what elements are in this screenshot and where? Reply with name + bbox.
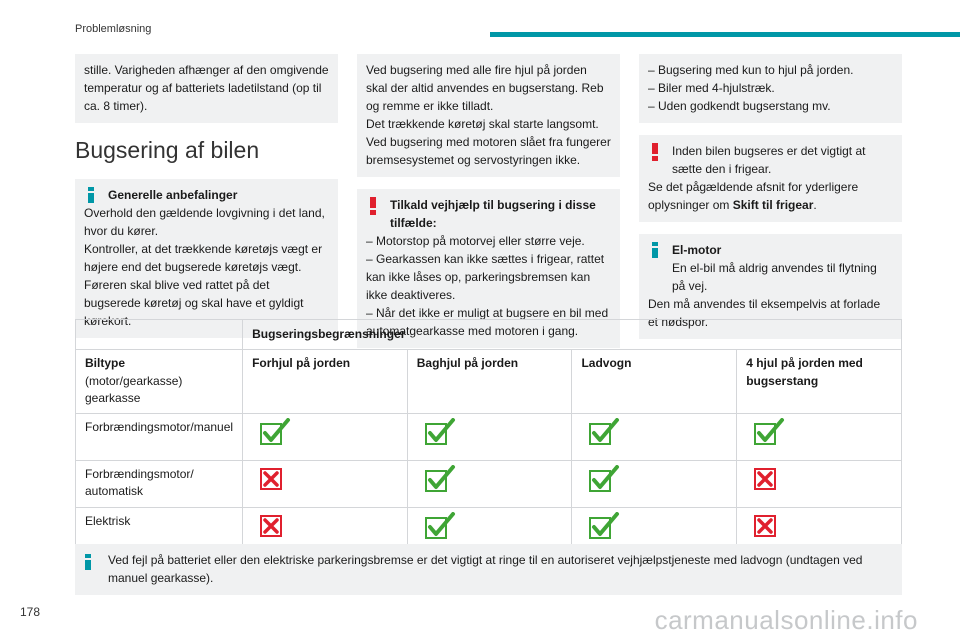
- table-group-header: Bugseringsbegrænsninger: [243, 320, 902, 350]
- info-icon: [85, 554, 91, 575]
- table-row: [76, 413, 902, 460]
- check-icon: [753, 418, 785, 446]
- note-body-2: Kontroller, at det trækkende køretøjs vægt er højere end det bugserede køretøjs vægt.: [84, 241, 323, 274]
- note-body-3: Føreren skal blive ved rattet på det bugserede køretøj og skal have et gyldigt kørekort.: [84, 277, 304, 328]
- allowed-cell: [407, 460, 572, 507]
- row-label: Forbrændingsmotor/ automatisk: [76, 460, 243, 507]
- check-icon: [424, 465, 456, 493]
- not-allowed-cell: [243, 460, 408, 507]
- allowed-cell: [407, 413, 572, 460]
- warning-heading: Tilkald vejhjælp til bugsering i disse tilfælde:: [390, 198, 596, 230]
- column-header: Forhjul på jorden: [243, 350, 408, 413]
- check-icon: [588, 418, 620, 446]
- table-corner-cell: [76, 320, 243, 350]
- towing-limits-table-wrap: [75, 319, 902, 555]
- neutral-gear-warning: [639, 135, 902, 222]
- cross-icon: [753, 465, 785, 493]
- table-row: [76, 460, 902, 507]
- section-title: Bugsering af bilen: [75, 137, 260, 163]
- cross-icon: [259, 465, 291, 493]
- column-header: Ladvogn: [572, 350, 737, 413]
- list-item: – Biler med 4-hjulstræk.: [648, 81, 775, 95]
- warning-item: – Gearkassen kan ikke sættes i frigear, rattet kan ikke låses op, parkeringsbremsen kan ikke deaktiveres.: [366, 252, 605, 302]
- towing-line-2: Det trækkende køretøj skal starte langsomt.: [366, 117, 599, 131]
- check-icon: [588, 512, 620, 540]
- allowed-cell: [572, 413, 737, 460]
- column-header: 4 hjul på jorden med bugserstang: [737, 350, 902, 413]
- neutral-link-text: Skift til frigear: [732, 198, 814, 212]
- column-header: Baghjul på jorden: [407, 350, 572, 413]
- ev-heading: El-motor: [672, 243, 722, 257]
- vehicle-type-header: Biltype (motor/gearkasse) gearkasse: [76, 350, 243, 413]
- cross-icon: [753, 512, 785, 540]
- tow-cases-list: [639, 54, 902, 123]
- towing-line-1: Ved bugsering med alle fire hjul på jorden skal der altid anvendes en bugserstang. Reb og remme er ikke tilladt.: [366, 63, 604, 113]
- neutral-warning-text: Inden bilen bugseres er det vigtigt at sætte den i frigear.: [672, 144, 866, 176]
- column-3: [639, 54, 902, 351]
- header-accent-bar: [490, 32, 960, 37]
- warning-item: – Motorstop på motorvej eller større veje.: [366, 234, 585, 248]
- battery-fault-note: [75, 544, 902, 595]
- towing-info-box: [357, 54, 620, 177]
- neutral-reference-text: Se det pågældende afsnit for yderligere oplysninger om Skift til frigear.: [648, 180, 859, 212]
- column-2: [357, 54, 620, 360]
- towing-line-3: Ved bugsering med motoren slået fra fungerer bremsesystemet og servostyringen ikke.: [366, 135, 611, 167]
- watermark: carmanualsonline.info: [654, 605, 918, 635]
- warning-item: – Når det ikke er muligt at bugsere en bil med automatgearkasse med motoren i gang.: [366, 306, 609, 338]
- allowed-cell: [243, 413, 408, 460]
- note-body-1: Overhold den gældende lovgivning i det land, hvor du kører.: [84, 205, 325, 238]
- not-allowed-cell: [737, 460, 902, 507]
- intro-text: stille. Varigheden afhænger af den omgivende temperatur og af batteriets ladetilstand (op til ca. 8 timer).: [84, 63, 329, 113]
- ev-body-2: Den må anvendes til eksempelvis at forlade et nødspor.: [648, 297, 881, 329]
- column-1: [75, 54, 338, 350]
- ev-body-1: En el-bil må aldrig anvendes til flytning på vej.: [672, 261, 877, 293]
- general-recommendations-note: [75, 179, 338, 338]
- allowed-cell: [737, 413, 902, 460]
- cross-icon: [259, 512, 291, 540]
- check-icon: [588, 465, 620, 493]
- battery-fault-text: Ved fejl på batteriet eller den elektriske parkeringsbremse er det vigtigt at ringe til en autoriseret vejhjælpstjeneste med ladvogn (undtagen ved manuel gearkasse).: [108, 553, 863, 585]
- note-heading: Generelle anbefalinger: [108, 187, 238, 202]
- warning-icon: [366, 197, 380, 220]
- list-item: – Uden godkendt bugserstang mv.: [648, 99, 831, 113]
- row-label: Elektrisk: [76, 507, 243, 554]
- check-icon: [424, 512, 456, 540]
- running-header: Problemløsning: [75, 23, 152, 35]
- warning-icon: [648, 143, 662, 166]
- intro-box: [75, 54, 338, 123]
- list-item: – Bugsering med kun to hjul på jorden.: [648, 63, 854, 77]
- row-label: Forbrændingsmotor/manuel: [76, 413, 243, 460]
- towing-limits-table: [75, 319, 902, 555]
- page-number: 178: [20, 605, 41, 619]
- check-icon: [259, 418, 291, 446]
- info-icon: [648, 242, 662, 263]
- allowed-cell: [572, 460, 737, 507]
- info-icon: [84, 187, 98, 208]
- check-icon: [424, 418, 456, 446]
